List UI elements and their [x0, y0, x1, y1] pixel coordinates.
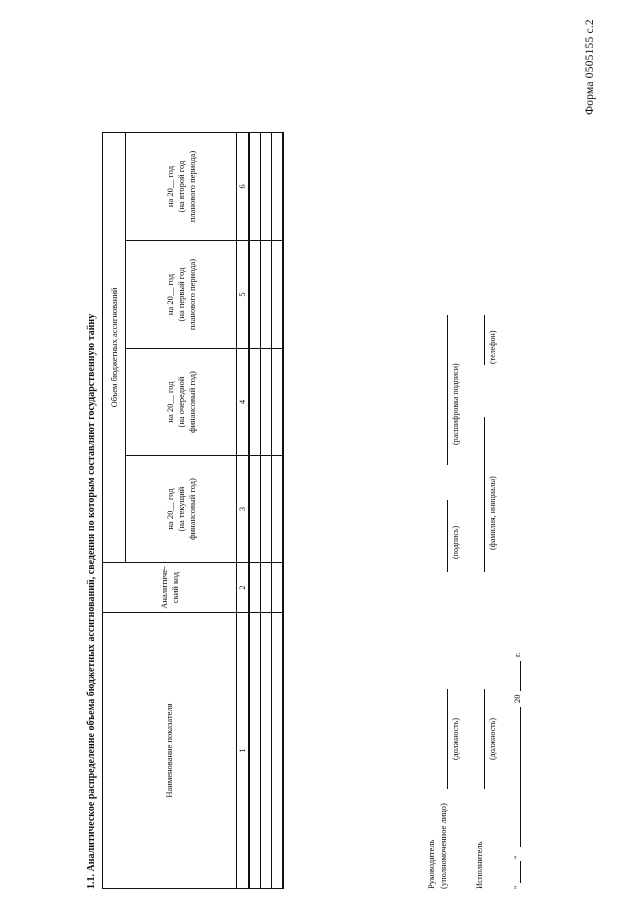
head-label-sub: (уполномоченное лицо)	[438, 803, 448, 889]
col-number-2: 2	[237, 563, 250, 613]
cell[interactable]	[249, 456, 261, 563]
section-title: 1.1. Аналитическое распределение объема бюджетных ассигнований, сведения по которым составляют государственную тайну	[86, 313, 97, 889]
date-day-line[interactable]	[520, 861, 521, 883]
form-number: Форма 0505155 с.2	[584, 19, 596, 115]
cell[interactable]	[272, 563, 284, 613]
col-number-5: 5	[237, 241, 250, 349]
year-line1: на 20__ год	[164, 273, 175, 316]
executor-name-caption: (фамилия, инициалы)	[488, 476, 497, 550]
date-suffix: г.	[512, 652, 522, 657]
cell[interactable]	[261, 456, 272, 563]
year-line3: финансовый год)	[186, 371, 197, 433]
year-line1: на 20__ год	[164, 165, 175, 208]
year-line2: (на текущий	[175, 486, 186, 532]
col-number-1: 1	[237, 613, 250, 889]
date-year-line[interactable]	[520, 661, 521, 691]
date-year-prefix: 20	[512, 694, 522, 703]
date-close-quote: "	[512, 855, 522, 859]
cell[interactable]	[249, 349, 261, 456]
cell[interactable]	[261, 132, 272, 240]
head-signature-caption: (подпись)	[451, 525, 460, 559]
cell[interactable]	[261, 241, 272, 349]
col-header-year-plan1	[126, 241, 237, 349]
cell[interactable]	[272, 132, 284, 240]
cell[interactable]	[272, 456, 284, 563]
executor-position-line[interactable]	[484, 689, 485, 789]
year-line2: (на второй год	[175, 160, 186, 213]
col-header-group: Объем бюджетных ассигнований	[103, 132, 126, 562]
table-row	[261, 132, 272, 888]
date-month-line[interactable]	[520, 707, 521, 847]
col-number-3: 3	[237, 456, 250, 563]
executor-label: Исполнитель	[474, 841, 484, 889]
col-header-name: Наименование показателя	[103, 613, 237, 889]
year-line1: на 20__ год	[164, 488, 175, 530]
head-signature-line[interactable]	[447, 500, 448, 572]
year-line1: на 20__ год	[164, 381, 175, 423]
cell[interactable]	[272, 349, 284, 456]
head-label: Руководитель	[426, 839, 436, 889]
cell[interactable]	[249, 563, 261, 613]
col-number-6: 6	[237, 132, 250, 240]
cell[interactable]	[272, 613, 284, 889]
col-number-4: 4	[237, 349, 250, 456]
year-line3: планового периода)	[186, 258, 197, 331]
table-row	[272, 132, 284, 888]
cell[interactable]	[272, 241, 284, 349]
year-line3: планового периода)	[186, 150, 197, 223]
cell[interactable]	[261, 563, 272, 613]
cell[interactable]	[249, 613, 261, 889]
allocation-table	[102, 132, 284, 889]
head-decoding-caption: (расшифровка подписи)	[451, 363, 460, 445]
executor-phone-caption: (телефон)	[488, 330, 497, 364]
table-row	[249, 132, 261, 888]
executor-phone-line[interactable]	[484, 315, 485, 365]
col-header-year-next	[126, 349, 237, 456]
col-header-year-plan2	[126, 132, 237, 240]
executor-position-caption: (должность)	[488, 718, 497, 760]
cell[interactable]	[261, 613, 272, 889]
year-line2: (на первый год	[175, 267, 186, 322]
cell[interactable]	[261, 349, 272, 456]
year-line2: (на очередной	[175, 376, 186, 428]
col-header-year-current	[126, 456, 237, 563]
head-position-caption: (должность)	[451, 718, 460, 760]
head-position-line[interactable]	[447, 689, 448, 789]
col-header-code: Аналитиче- ский код	[103, 563, 237, 613]
cell[interactable]	[249, 241, 261, 349]
head-decoding-line[interactable]	[447, 315, 448, 465]
date-open-quote: "	[512, 885, 522, 889]
cell[interactable]	[249, 132, 261, 240]
year-line3: финансовый год)	[186, 478, 197, 540]
executor-name-line[interactable]	[484, 417, 485, 572]
